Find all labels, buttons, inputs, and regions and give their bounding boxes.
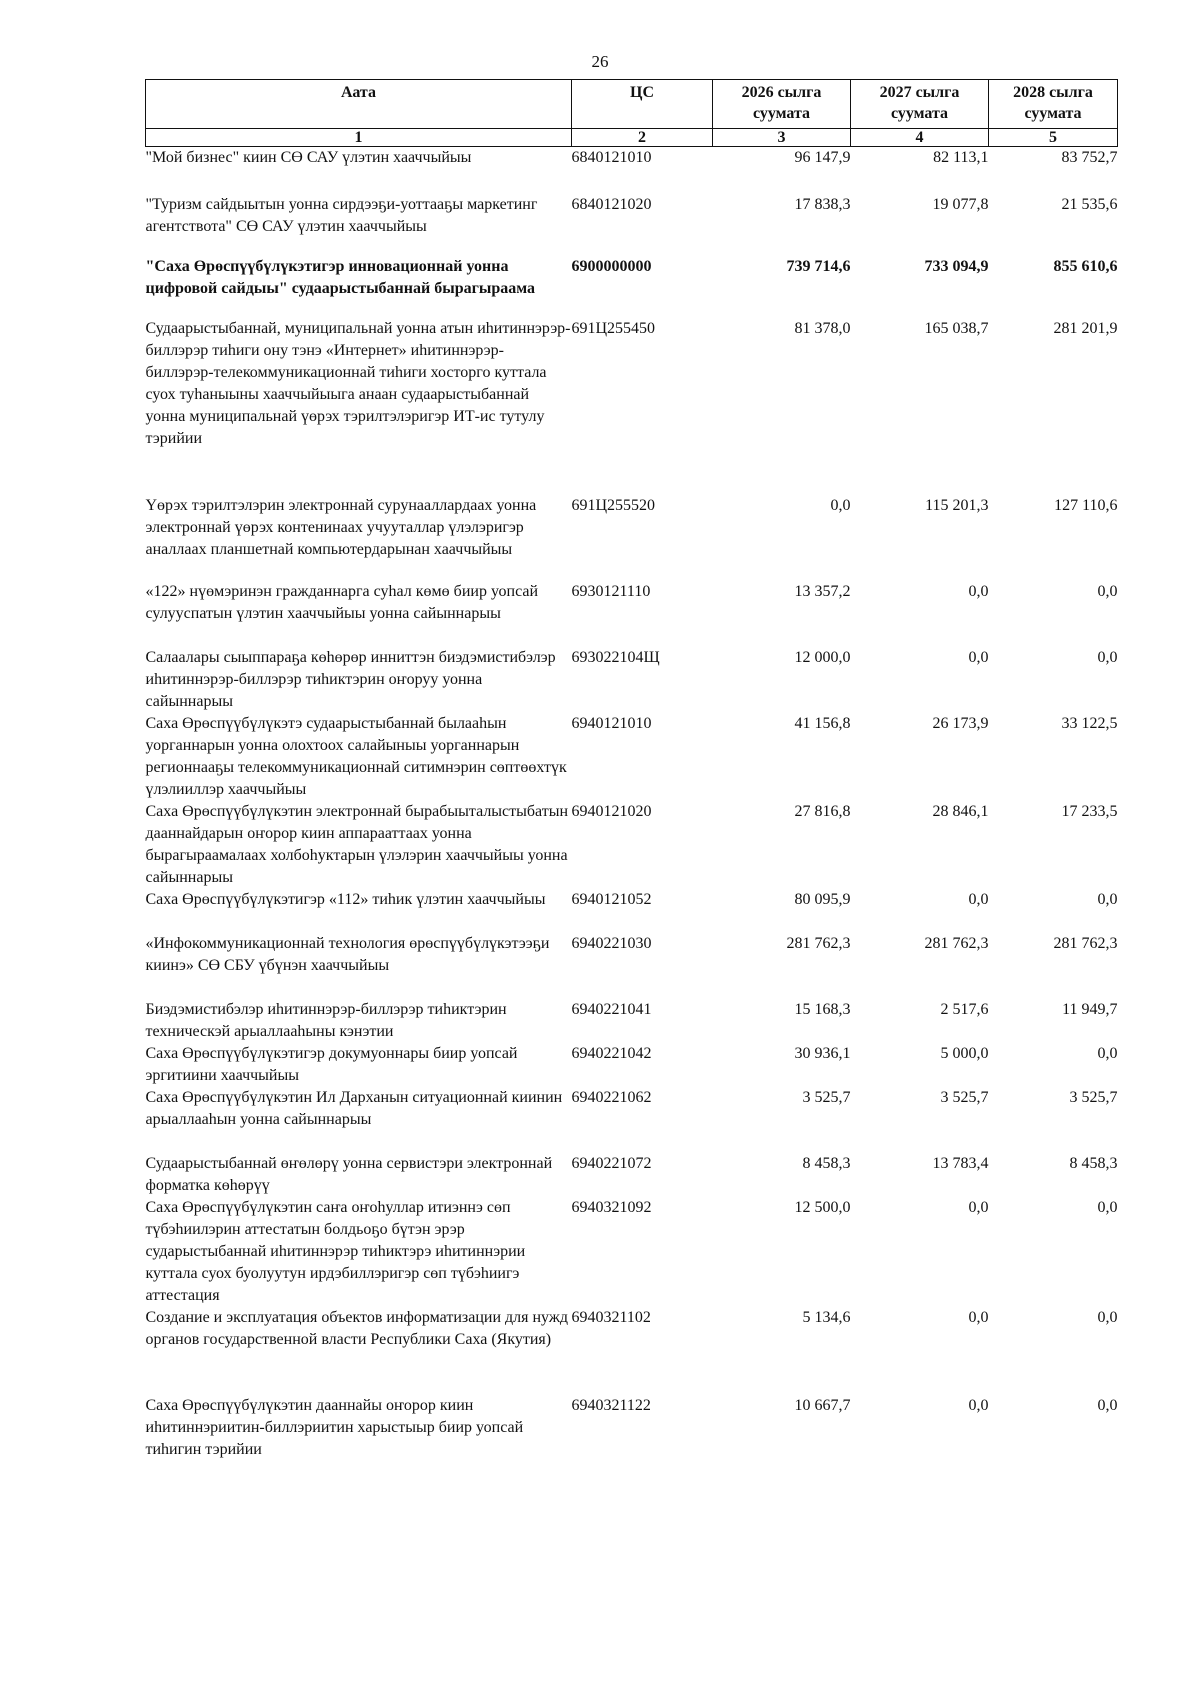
column-number-row [146, 129, 1118, 147]
header-2027: 2027 сылга суумата [851, 80, 989, 129]
column-number: 3 [713, 129, 851, 147]
row-value-2028: 3 525,7 [1069, 1088, 1118, 1106]
header-2028: 2028 сылга суумата [989, 80, 1118, 129]
row-name: "Саха Өрөспүүбүлүкэтигэр инновационнай уонна цифровой сайдыы" судаарыстыбаннай бырагыраама [145, 257, 536, 297]
row-code: 6940121020 [571, 802, 652, 820]
row-value-2026: 0,0 [830, 496, 851, 514]
row-value-2026: 81 378,0 [794, 319, 851, 337]
row-name: Салаалары сыыппараҕа көһөрөр инниттэн биэдэмистибэлэр иһитиннэрэр-биллэрэр тиһиктэрин оҥоруу уонна сайыннарыы [145, 648, 556, 710]
row-code: 6940321122 [571, 1396, 651, 1414]
row-value-2026: 27 816,8 [794, 802, 851, 820]
row-value-2026: 12 500,0 [794, 1198, 851, 1216]
table-row [146, 713, 1118, 801]
row-value-2028: 0,0 [1097, 648, 1118, 666]
row-value-2028: 11 949,7 [1062, 1000, 1118, 1018]
row-value-2028: 281 762,3 [1053, 934, 1118, 952]
row-name: Биэдэмистибэлэр иһитиннэрэр-биллэрэр тиһиктэрин техническэй арыаллааһыны кэнэтии [145, 1000, 507, 1040]
row-name: «122» нүөмэринэн гражданнарга суһал көмө биир уопсай сулууспатын үлэтин хааччыйыы уонна сайыннарыы [145, 582, 539, 622]
row-value-2027: 2 517,6 [940, 1000, 989, 1018]
row-code: 6840121010 [571, 149, 652, 166]
row-value-2027: 0,0 [968, 1396, 989, 1414]
row-name: Создание и эксплуатация объектов информатизации для нужд органов государственной власти Республики Саха (Якутия) [145, 1308, 569, 1348]
row-value-2027: 26 173,9 [932, 714, 989, 732]
row-value-2027: 0,0 [968, 1198, 989, 1216]
row-value-2027: 0,0 [968, 582, 989, 600]
column-number: 4 [851, 129, 989, 147]
row-name: Үөрэх тэрилтэлэрин электроннай сурунааллардаах уонна электроннай үөрэх контенинаах учууталлар үлэлэригэр аналлаах планшетнай компьютердарынан хааччыйыы [145, 496, 537, 558]
row-name: "Мой бизнес" киин СӨ САУ үлэтин хааччыйыы [145, 149, 472, 166]
row-code: 6900000000 [571, 257, 652, 275]
row-value-2027: 19 077,8 [932, 195, 989, 213]
table-body [146, 147, 1118, 1465]
header-2026: 2026 сылга суумата [713, 80, 851, 129]
row-name: Саха Өрөспүүбүлүкэтин саҥа оҥоһуллар итиэннэ сөп түбэһиилэрин аттестатын болдьоҕо бүтэн эрэр сударыстыбаннай иһитиннэрэр тиһиктэрэ иһитиннэрии куттала суох буолуутун ирдэбиллэригэр сөп түбэһиигэ аттестация [145, 1198, 526, 1304]
row-value-2027: 0,0 [968, 1308, 989, 1326]
row-name: Саха Өрөспүүбүлүкэтин дааннайы оҥорор киин иһитиннэриитин-биллэриитин харыстыыр биир уопсай тиһигин тэрийии [145, 1396, 524, 1458]
row-value-2027: 0,0 [968, 890, 989, 908]
table-row [146, 581, 1118, 647]
row-value-2026: 80 095,9 [794, 890, 851, 908]
row-code: 6940121052 [571, 890, 652, 908]
row-value-2027: 13 783,4 [932, 1154, 989, 1172]
row-value-2028: 281 201,9 [1053, 319, 1118, 337]
row-value-2028: 855 610,6 [1053, 257, 1118, 275]
row-value-2026: 739 714,6 [786, 257, 851, 275]
row-value-2028: 0,0 [1097, 582, 1118, 600]
row-code: 6940221030 [571, 934, 652, 952]
table-header-row [146, 80, 1118, 129]
table-row [146, 801, 1118, 889]
table-row [146, 1087, 1118, 1153]
table-row [146, 1197, 1118, 1307]
row-value-2027: 733 094,9 [924, 257, 989, 275]
row-value-2026: 13 357,2 [794, 582, 851, 600]
table-row [146, 318, 1118, 495]
row-value-2028: 17 233,5 [1061, 802, 1118, 820]
row-name: Судаарыстыбаннай, муниципальнай уонна атын иһитиннэрэр-биллэрэр тиһиги ону тэнэ «Интернет» иһитиннэрэр-биллэрэр-телекоммуникационнай тиһиги хосторго куттала суох туһаныыны хааччыйыыга анаан судаарыстыбаннай уонна муниципальнай үөрэх тэрилтэлэригэр ИТ-ис тутулу тэрийии [145, 319, 571, 447]
header-code: ЦС [572, 80, 713, 129]
row-name: Саха Өрөспүүбүлүкэтэ судаарыстыбаннай былааһын уорганнарын уонна олохтоох салайыныы уорганнарын регионнааҕы телекоммуникационнай ситимнэрин сөптөөхтүк үлэлииллэр хааччыйыы [145, 714, 567, 798]
table-row [146, 999, 1118, 1043]
row-value-2027: 115 201,3 [925, 496, 989, 514]
row-value-2026: 41 156,8 [794, 714, 851, 732]
row-code: 6930121110 [571, 582, 651, 600]
table-row [146, 889, 1118, 933]
row-value-2026: 281 762,3 [786, 934, 851, 952]
row-value-2027: 82 113,1 [933, 149, 989, 166]
row-value-2026: 12 000,0 [794, 648, 851, 666]
row-value-2026: 10 667,7 [794, 1396, 851, 1414]
row-value-2026: 5 134,6 [802, 1308, 851, 1326]
row-value-2028: 33 122,5 [1061, 714, 1118, 732]
row-value-2028: 127 110,6 [1054, 496, 1118, 514]
row-code: 6840121020 [571, 195, 652, 213]
row-code: 6940221072 [571, 1154, 652, 1172]
row-value-2026: 17 838,3 [794, 195, 851, 213]
row-value-2028: 83 752,7 [1061, 149, 1118, 166]
row-name: Судаарыстыбаннай өҥөлөрү уонна сервистэри электроннай форматка көһөрүү [145, 1154, 553, 1194]
row-code: 691Ц255450 [571, 319, 656, 337]
row-code: 6940321092 [571, 1198, 652, 1216]
row-value-2027: 165 038,7 [924, 319, 989, 337]
row-name: «Инфокоммуникационнай технология өрөспүүбүлүкэтээҕи киинэ» СӨ СБУ үбүнэн хааччыйыы [145, 934, 550, 974]
row-code: 6940121010 [571, 714, 652, 732]
row-name: Саха Өрөспүүбүлүкэтигэр «112» тиһик үлэтин хааччыйыы [145, 890, 546, 908]
page-number: 26 [591, 52, 609, 71]
row-value-2027: 281 762,3 [924, 934, 989, 952]
header-name: Аата [146, 80, 572, 129]
row-value-2028: 0,0 [1097, 1308, 1118, 1326]
row-value-2027: 0,0 [968, 648, 989, 666]
row-value-2026: 30 936,1 [794, 1044, 851, 1062]
row-value-2026: 8 458,3 [802, 1154, 851, 1172]
budget-table [145, 79, 1118, 1465]
row-value-2028: 0,0 [1097, 1396, 1118, 1414]
row-code: 6940221041 [571, 1000, 652, 1018]
column-number: 5 [989, 129, 1118, 147]
row-name: Саха Өрөспүүбүлүкэтин электроннай бырабыыталыстыбатын дааннайдарын оҥорор киин аппарааттаах уонна бырагыраамалаах холбоһуктарын үлэлэрин хааччыйыы уонна сайыннарыы [145, 802, 569, 886]
row-value-2026: 96 147,9 [794, 149, 851, 166]
table-row [146, 1395, 1118, 1465]
row-value-2028: 8 458,3 [1069, 1154, 1118, 1172]
table-row [146, 147, 1118, 194]
row-value-2027: 28 846,1 [932, 802, 989, 820]
row-name: "Туризм сайдыытын уонна сирдээҕи-уоттааҕы маркетинг агентствота" СӨ САУ үлэтин хааччыйыы [145, 195, 538, 235]
row-code: 6940221042 [571, 1044, 652, 1062]
row-value-2028: 0,0 [1097, 1198, 1118, 1216]
table-row [146, 1153, 1118, 1197]
row-value-2028: 0,0 [1097, 1044, 1118, 1062]
table-row [146, 256, 1118, 318]
row-value-2027: 5 000,0 [940, 1044, 989, 1062]
table-row [146, 1043, 1118, 1087]
table-row [146, 194, 1118, 256]
column-number: 1 [146, 129, 572, 147]
row-value-2026: 3 525,7 [802, 1088, 851, 1106]
table-row [146, 1307, 1118, 1395]
row-value-2028: 21 535,6 [1061, 195, 1118, 213]
row-code: 6940321102 [571, 1308, 651, 1326]
column-number: 2 [572, 129, 713, 147]
row-value-2028: 0,0 [1097, 890, 1118, 908]
row-name: Саха Өрөспүүбүлүкэтигэр докумуоннары биир уопсай эргитиини хааччыйыы [145, 1044, 518, 1084]
row-code: 691Ц255520 [571, 496, 656, 514]
row-value-2027: 3 525,7 [940, 1088, 989, 1106]
table-row [146, 647, 1118, 713]
row-name: Саха Өрөспүүбүлүкэтин Ил Дарханын ситуационнай киинин арыаллааһын уонна сайыннарыы [145, 1088, 563, 1128]
row-code: 693022104Щ [571, 648, 660, 666]
row-value-2026: 15 168,3 [794, 1000, 851, 1018]
row-code: 6940221062 [571, 1088, 652, 1106]
table-row [146, 495, 1118, 581]
table-row [146, 933, 1118, 999]
